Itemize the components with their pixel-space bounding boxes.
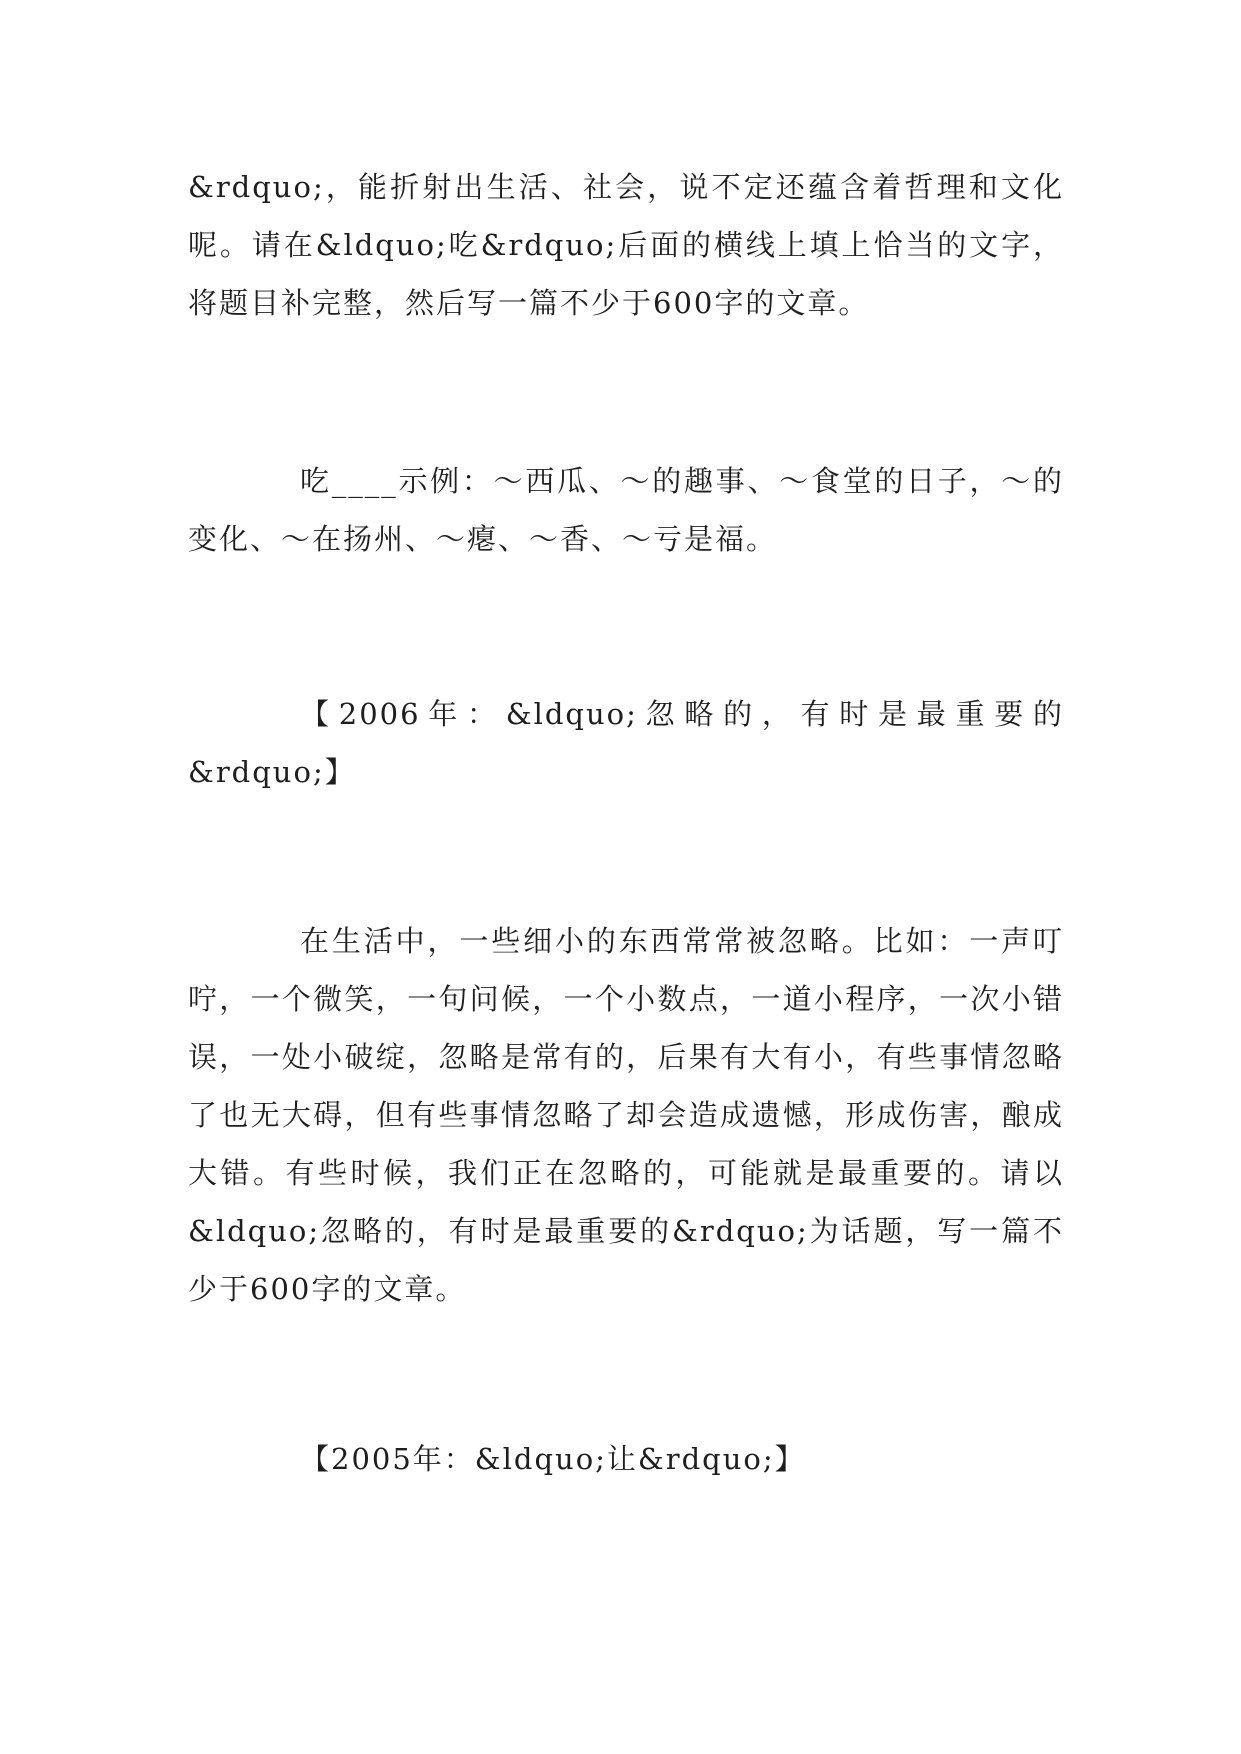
essay-prompt-paragraph: &rdquo;，能折射出生活、社会，说不定还蕴含着哲理和文化呢。请在&ldquo;吃&rdquo;后面的横线上填上恰当的文字，将题目补完整，然后写一篇不少于600字的文章。	[188, 170, 1064, 320]
title-examples-paragraph: 吃____示例：～西瓜、～的趣事、～食堂的日子，～的变化、～在扬州、～瘪、～香、～亏是福。	[188, 464, 1064, 556]
year-2006-heading: 【2006年：&ldquo;忽略的，有时是最重要的&rdquo;】	[188, 697, 1064, 789]
year-2005-heading: 【2005年：&ldquo;让&rdquo;】	[300, 1442, 806, 1476]
year-2006-prompt-paragraph: 在生活中，一些细小的东西常常被忽略。比如：一声叮咛，一个微笑，一句问候，一个小数点，一道小程序，一次小错误，一处小破绽，忽略是常有的，后果有大有小，有些事情忽略了也无大碍，但有些事情忽略了却会造成遗憾，形成伤害，酿成大错。有些时候，我们正在忽略的，可能就是最重要的。请以&ldquo;忽略的，有时是最重要的&rdquo;为话题，写一篇不少于600字的文章。	[188, 924, 1064, 1306]
